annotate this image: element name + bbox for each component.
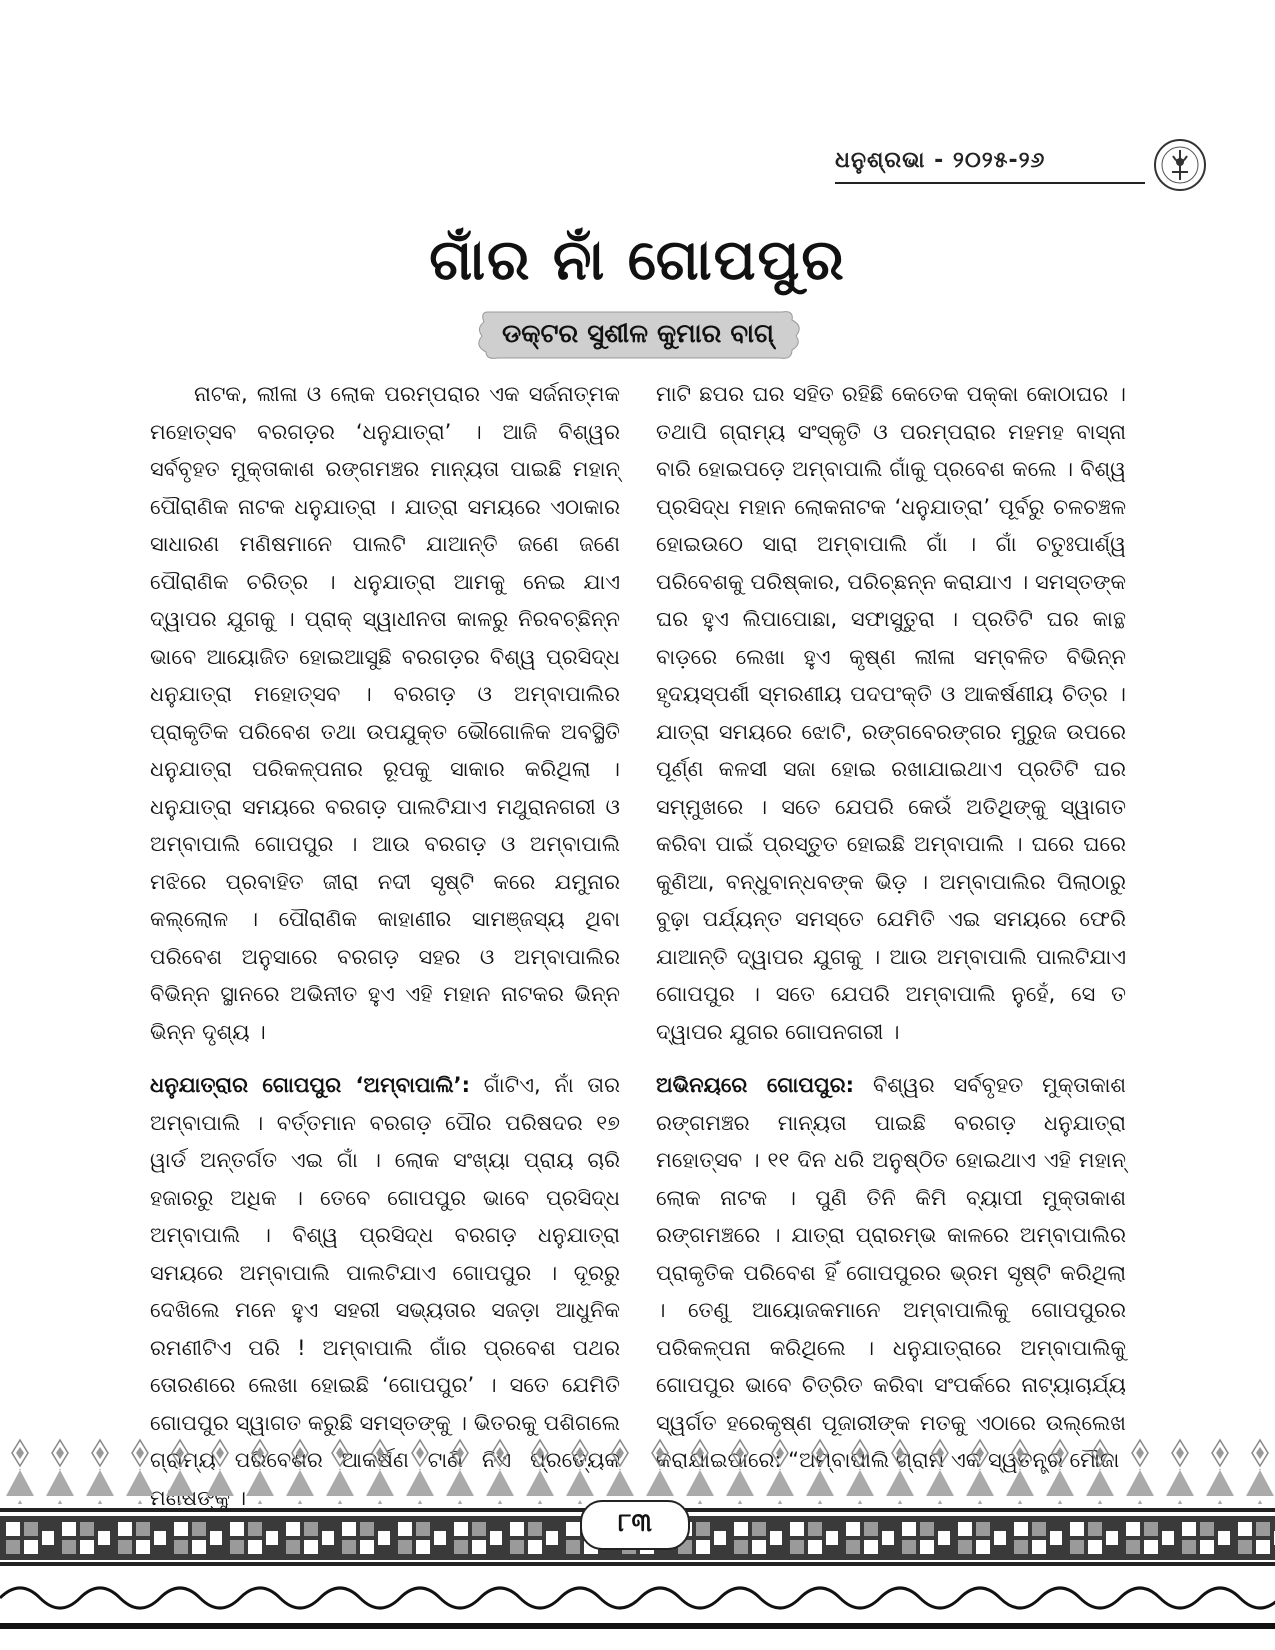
page-number: ୮୩ [617,1508,652,1538]
section-heading-abhinaya: ଅଭିନୟରେ ଗୋପପୁର: [656,1073,855,1097]
author-badge [470,306,806,364]
right-paragraph-2 [656,1067,1126,1480]
right-paragraph-2-body: ବିଶ୍ୱର ସର୍ବବୃହତ ମୁକ୍ତାକାଶ ରଙ୍ଗମଞ୍ଚର ମାନ୍ୟତା ପାଇଛି ବରଗଡ଼ ଧନୁଯାତ୍ରା ମହୋତ୍ସବ । ୧୧ ଦିନ ଧରି ଅନୁଷ୍ଠିତ ହୋଇଥାଏ ଏହି ମହାନ୍ ଲୋକ ନାଟକ । ପୁଣି ତିନି କିମି ବ୍ୟାପୀ ମୁକ୍ତାକାଶ ରଙ୍ଗମଞ୍ଚରେ । ଯାତ୍ରା ପ୍ରାରମ୍ଭ କାଳରେ ଅମ୍ବାପାଲିର ପ୍ରାକୃତିକ ପରିବେଶ ହିଁ ଗୋପପୁରର ଭ୍ରମ ସୃଷ୍ଟି କରିଥିଲା । ତେଣୁ ଆୟୋଜକମାନେ ଅମ୍ବାପାଲିକୁ ଗୋପପୁରର ପରିକଳ୍ପନା କରିଥିଲେ । ଧନୁଯାତ୍ରାରେ ଅମ୍ବାପାଲିକୁ ଗୋପପୁର ଭାବେ ଚିତ୍ରିତ କରିବା ସଂପର୍କରେ ନାଟ୍ୟାଚାର୍ଯ୍ୟ ସ୍ୱର୍ଗତ ହରେକୃଷ୍ଣ ପୂଜାରୀଙ୍କ ମତକୁ ଏଠାରେ ଉଲ୍ଲେଖ [656,1073,1127,1435]
running-title: ଧନୁଶ୍ରଭା - ୨୦୨୫-୨୬ [835,148,1046,173]
right-paragraph-1: ମାଟି ଛପର ଘର ସହିତ ରହିଛି କେତେକ ପକ୍କା କୋଠାଘର । ତଥାପି ଗ୍ରାମ୍ୟ ସଂସ୍କୃତି ଓ ପରମ୍ପରାର ମହମହ ବାସ୍ନା ବାରି ହୋଇପଡ଼େ ଅମ୍ବାପାଲି ଗାଁକୁ ପ୍ରବେଶ କଲେ । ବିଶ୍ୱ ପ୍ରସିଦ୍ଧ ମହାନ ଲୋକନାଟକ ‘ଧନୁଯାତ୍ରା’ ପୂର୍ବରୁ ଚଳଚଞ୍ଚଳ ହୋଇଉଠେ ସାରା ଅମ୍ବାପାଲି ଗାଁ । ଗାଁ ଚତୁଃପାର୍ଶ୍ୱ ପରିବେଶକୁ ପରିଷ୍କାର, ପରିଚ୍ଛନ୍ନ କରାଯାଏ । ସମସ୍ତଙ୍କ ଘର ହୁଏ ଲିପାପୋଛା, ସଫାସୁତୁରା । ପ୍ରତିଟି ଘର କାନ୍ଥ ବାଡ଼ରେ ଲେଖା ହୁଏ କୃଷ୍ଣ ଲୀଳା ସମ୍ବଳିତ ବିଭିନ୍ନ ହୃଦୟସ୍ପର୍ଶୀ ସ୍ମରଣୀୟ ପଦପଂକ୍ତି ଓ ଆକର୍ଷଣୀୟ ଚିତ୍ର । ଯାତ୍ରା ସମୟରେ ଝୋଟି, ରଙ୍ଗବେରଙ୍ଗର ମୁରୁଜ ଉପରେ ପୂର୍ଣ୍ଣ କଳସୀ ସଜା ହୋଇ ରଖାଯାଇଥାଏ ପ୍ରତିଟି ଘର ସମ୍ମୁଖରେ । ସତେ ଯେପରି କେଉଁ ଅତିଥିଙ୍କୁ ସ୍ୱାଗତ କରିବା ପାଇଁ ପ୍ରସ୍ତୁତ ହୋଇଛି ଅମ୍ବାପାଲି । ଘରେ ଘରେ କୁଣିଆ, ବନ୍ଧୁବାନ୍ଧବଙ୍କ ଭିଡ଼ । ଅମ୍ବାପାଲିର ପିଲାଠାରୁ ବୁଢ଼ା ପର୍ଯ୍ୟନ୍ତ ସମସ୍ତେ ଯେମିତି ଏଇ ସମୟରେ ଫେରି ଯାଆନ୍ତି ଦ୍ୱାପର ଯୁଗକୁ । ଆଉ ଅମ୍ବାପାଲି ପାଲଟିଯାଏ ଗୋପପୁର । ସତେ ଯେପରି ଅମ୍ବାପାଲି ନୁହେଁ, ସେ ତ ଦ୍ୱାପର ଯୁଗର ଗୋପନଗରୀ । [656,382,1126,1044]
left-column [150,376,620,1533]
right-column [656,376,1126,1496]
magazine-emblem-icon [1153,138,1207,192]
header-underline [835,182,1145,184]
left-paragraph-1: ନାଟକ, ଲୀଳା ଓ ଲୋକ ପରମ୍ପରାର ଏକ ସର୍ଜନାତ୍ମକ ମହୋତ୍ସବ ବରଗଡ଼ର ‘ଧନୁଯାତ୍ରା’ । ଆଜି ବିଶ୍ୱର ସର୍ବବୃହତ ମୁକ୍ତାକାଶ ରଙ୍ଗମଞ୍ଚର ମାନ୍ୟତା ପାଇଛି ମହାନ୍ ପୌରାଣିକ ନାଟକ ଧନୁଯାତ୍ରା । ଯାତ୍ରା ସମୟରେ ଏଠାକାର ସାଧାରଣ ମଣିଷମାନେ ପାଲଟି ଯାଆନ୍ତି ଜଣେ ଜଣେ ପୌରାଣିକ ଚରିତ୍ର । ଧନୁଯାତ୍ରା ଆମକୁ ନେଇ ଯାଏ ଦ୍ୱାପର ଯୁଗକୁ । ପ୍ରାକ୍ ସ୍ୱାଧୀନତା କାଳରୁ ନିରବଚ୍ଛିନ୍ନ ଭାବେ ଆୟୋଜିତ ହୋଇଆସୁଛି ବରଗଡ଼ର ବିଶ୍ୱ ପ୍ରସିଦ୍ଧ ଧନୁଯାତ୍ରା ମହୋତ୍ସବ । ବରଗଡ଼ ଓ ଅମ୍ବାପାଲିର ପ୍ରାକୃତିକ ପରିବେଶ ତଥା ଉପଯୁକ୍ତ ଭୌଗୋଳିକ ଅବସ୍ଥିତି ଧନୁଯାତ୍ରା ପରିକଳ୍ପନାର ରୂପକୁ ସାକାର କରିଥିଲା । ଧନୁଯାତ୍ରା ସମୟରେ ବରଗଡ଼ ପାଲଟିଯାଏ ମଥୁରାନଗରୀ ଓ ଅମ୍ବାପାଲି ଗୋପପୁର । ଆଉ ବରଗଡ଼ ଓ ଅମ୍ବାପାଲି ମଝିରେ ପ୍ରବାହିତ ଜୀରା ନଦୀ ସୃଷ୍ଟି କରେ ଯମୁନାର କଲ୍ଲୋଳ । ପୌରାଣିକ କାହାଣୀର ସାମଞ୍ଜସ୍ୟ ଥିବା ପରିବେଶ ଅନୁସାରେ ବରଗଡ଼ ସହର ଓ ଅମ୍ବାପାଲିର ବିଭିନ୍ନ ସ୍ଥାନରେ ଅଭିନୀତ ହୁଏ ଏହି ମହାନ ନାଟକର ଭିନ୍ନ ଭିନ୍ନ ଦୃଶ୍ୟ । [150,382,620,1044]
running-header [835,142,1220,192]
section-heading-gopapura: ଧନୁଯାତ୍ରାର ଗୋପପୁର ‘ଅମ୍ବାପାଲି’: [150,1073,471,1097]
article-author: ଡକ୍ଟର ସୁଶୀଳ କୁମାର ବାଗ୍ [501,319,775,349]
article-title: ଗାଁର ନାଁ ଗୋପପୁର [429,228,846,293]
left-paragraph-2-body: ଗାଁଟିଏ, ନାଁ ତାର ଅମ୍ବାପାଲି । ବର୍ତ୍ତମାନ ବରଗଡ଼ ପୌର ପରିଷଦର ୧୭ ୱାର୍ଡ ଅନ୍ତର୍ଗତ ଏଇ ଗାଁ । ଲୋକ ସଂଖ୍ୟା ପ୍ରାୟ ଚାରି ହଜାରରୁ ଅଧିକ । ତେବେ ଗୋପପୁର ଭାବେ ପ୍ରସିଦ୍ଧ ଅମ୍ବାପାଲି । ବିଶ୍ୱ ପ୍ରସିଦ୍ଧ ବରଗଡ଼ ଧନୁଯାତ୍ରା ସମୟରେ ଅମ୍ବାପାଲି ପାଲଟିଯାଏ ଗୋପପୁର । ଦୂରରୁ ଦେଖିଲେ ମନେ ହୁଏ ସହରୀ ସଭ୍ୟତାର ସଜଡ଼ା ଆଧୁନିକ ରମଣୀଟିଏ ପରି ! ଅମ୍ବାପାଲି ଗାଁର ପ୍ରବେଶ ପଥର ତୋରଣରେ ଲେଖା ହୋଇଛି ‘ଗୋପପୁର’ । ସତେ ଯେମିତି ଗୋପପୁର ସ୍ୱାଗତ କରୁଛି ସମସ୍ତଙ୍କୁ । ଭିତରକୁ ପଶିଗଲେ [150,1073,620,1435]
page-number-badge [580,1500,690,1550]
